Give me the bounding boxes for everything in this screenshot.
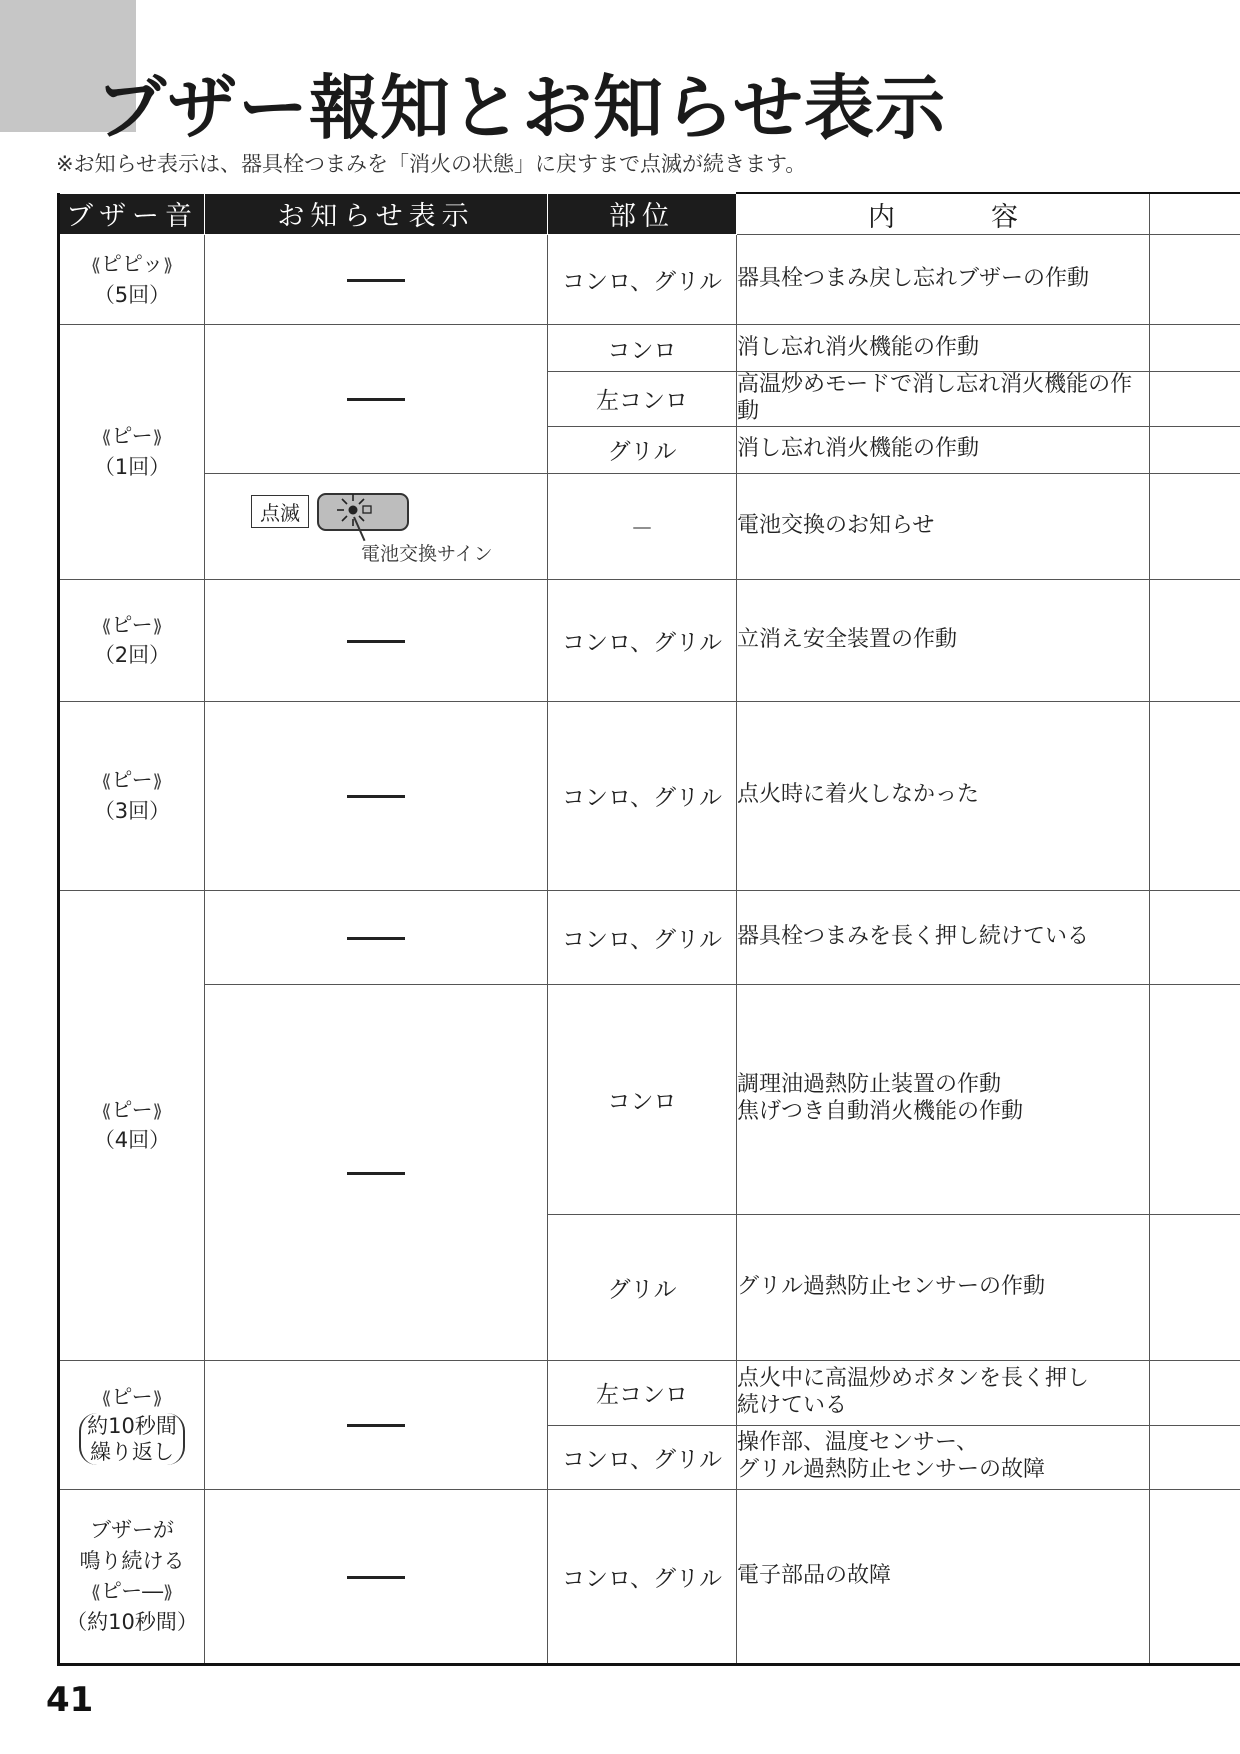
display-cell <box>205 890 548 984</box>
header-buzzer: ブザー音 <box>59 193 205 235</box>
part-cell: コンロ、グリル <box>548 1425 737 1489</box>
blank-cell <box>1150 1489 1240 1664</box>
content-cell: 点火時に着火しなかった <box>737 701 1150 890</box>
table-row <box>59 984 1240 1214</box>
table-header-row <box>59 193 1240 235</box>
table-row <box>59 473 1240 579</box>
battery-caption: 電池交換サイン <box>361 543 493 566</box>
content-cell: 消し忘れ消火機能の作動 <box>737 426 1150 473</box>
page-number: 41 <box>46 1680 94 1720</box>
table-row <box>59 890 1240 984</box>
dash-mark <box>347 1424 405 1427</box>
battery-sign-icon <box>333 491 373 529</box>
table-row <box>59 235 1240 325</box>
content-cell: 器具栓つまみ戻し忘れブザーの作動 <box>737 235 1150 325</box>
part-cell: グリル <box>548 426 737 473</box>
page-title: ブザー報知とお知らせ表示 <box>96 67 946 149</box>
table-row <box>59 1489 1240 1664</box>
dash-mark <box>347 640 405 643</box>
content-cell: 点火中に高温炒めボタンを長く押し 続けている <box>737 1360 1150 1425</box>
blank-cell <box>1150 1360 1240 1425</box>
blink-label: 点滅 <box>251 495 309 528</box>
part-cell: コンロ、グリル <box>548 579 737 701</box>
display-cell <box>205 473 548 579</box>
dash-mark <box>347 398 405 401</box>
dash-mark <box>347 1576 405 1579</box>
dash-mark <box>347 1172 405 1175</box>
table-row <box>59 579 1240 701</box>
table-row <box>59 325 1240 372</box>
blank-cell <box>1150 984 1240 1214</box>
part-cell: グリル <box>548 1214 737 1360</box>
content-cell: 調理油過熱防止装置の作動 焦げつき自動消火機能の作動 <box>737 984 1150 1214</box>
buzzer-table <box>57 192 1240 1666</box>
content-cell: 電池交換のお知らせ <box>737 473 1150 579</box>
dash-mark <box>347 795 405 798</box>
blank-cell <box>1150 325 1240 372</box>
table-row <box>59 1360 1240 1425</box>
display-cell <box>205 984 548 1360</box>
display-cell <box>205 701 548 890</box>
header-display: お知らせ表示 <box>205 193 548 235</box>
blank-cell <box>1150 426 1240 473</box>
display-cell <box>205 1489 548 1664</box>
blank-cell <box>1150 1214 1240 1360</box>
display-cell <box>205 1360 548 1489</box>
content-cell: 電子部品の故障 <box>737 1489 1150 1664</box>
blank-cell <box>1150 235 1240 325</box>
header-blank <box>1150 193 1240 235</box>
part-cell: コンロ、グリル <box>548 1489 737 1664</box>
content-cell: 操作部、温度センサー、 グリル過熱防止センサーの故障 <box>737 1425 1150 1489</box>
blank-cell <box>1150 473 1240 579</box>
content-cell: グリル過熱防止センサーの作動 <box>737 1214 1150 1360</box>
buzzer-cell: ⟪ピー⟫ （3回） <box>59 701 205 890</box>
part-cell: コンロ、グリル <box>548 890 737 984</box>
blank-cell <box>1150 701 1240 890</box>
part-cell: 左コンロ <box>548 1360 737 1425</box>
buzzer-cell: ⟪ピー⟫ （1回） <box>59 325 205 580</box>
part-cell: コンロ、グリル <box>548 701 737 890</box>
buzzer-cell: ⟪ピー⟫ （2回） <box>59 579 205 701</box>
table-row <box>59 701 1240 890</box>
buzzer-cell: ⟪ピピッ⟫ （5回） <box>59 235 205 325</box>
part-cell: 左コンロ <box>548 372 737 427</box>
display-cell <box>205 579 548 701</box>
display-cell <box>205 235 548 325</box>
content-cell: 器具栓つまみを長く押し続けている <box>737 890 1150 984</box>
blank-cell <box>1150 890 1240 984</box>
content-cell: 消し忘れ消火機能の作動 <box>737 325 1150 372</box>
part-cell: コンロ <box>548 984 737 1214</box>
blank-cell <box>1150 1425 1240 1489</box>
repeat-bracket: 約10秒間 繰り返し <box>79 1413 185 1466</box>
buzzer-cell: ⟪ピー⟫ 約10秒間 繰り返し <box>59 1360 205 1489</box>
part-cell: － <box>548 473 737 579</box>
header-content: 内容 <box>737 193 1150 235</box>
display-cell <box>205 325 548 474</box>
content-cell: 高温炒めモードで消し忘れ消火機能の作動 <box>737 372 1150 427</box>
page-note: ※お知らせ表示は、器具栓つまみを「消火の状態」に戻すまで点滅が続きます。 <box>56 152 807 176</box>
buzzer-cell: ブザーが 鳴り続ける ⟪ピー―⟫ （約10秒間） <box>59 1489 205 1664</box>
part-cell: コンロ、グリル <box>548 235 737 325</box>
blank-cell <box>1150 579 1240 701</box>
header-part: 部位 <box>548 193 737 235</box>
battery-sign-illustration <box>251 491 501 567</box>
content-cell: 立消え安全装置の作動 <box>737 579 1150 701</box>
blank-cell <box>1150 372 1240 427</box>
part-cell: コンロ <box>548 325 737 372</box>
dash-mark <box>347 279 405 282</box>
dash-mark <box>347 937 405 940</box>
buzzer-cell: ⟪ピー⟫ （4回） <box>59 890 205 1360</box>
